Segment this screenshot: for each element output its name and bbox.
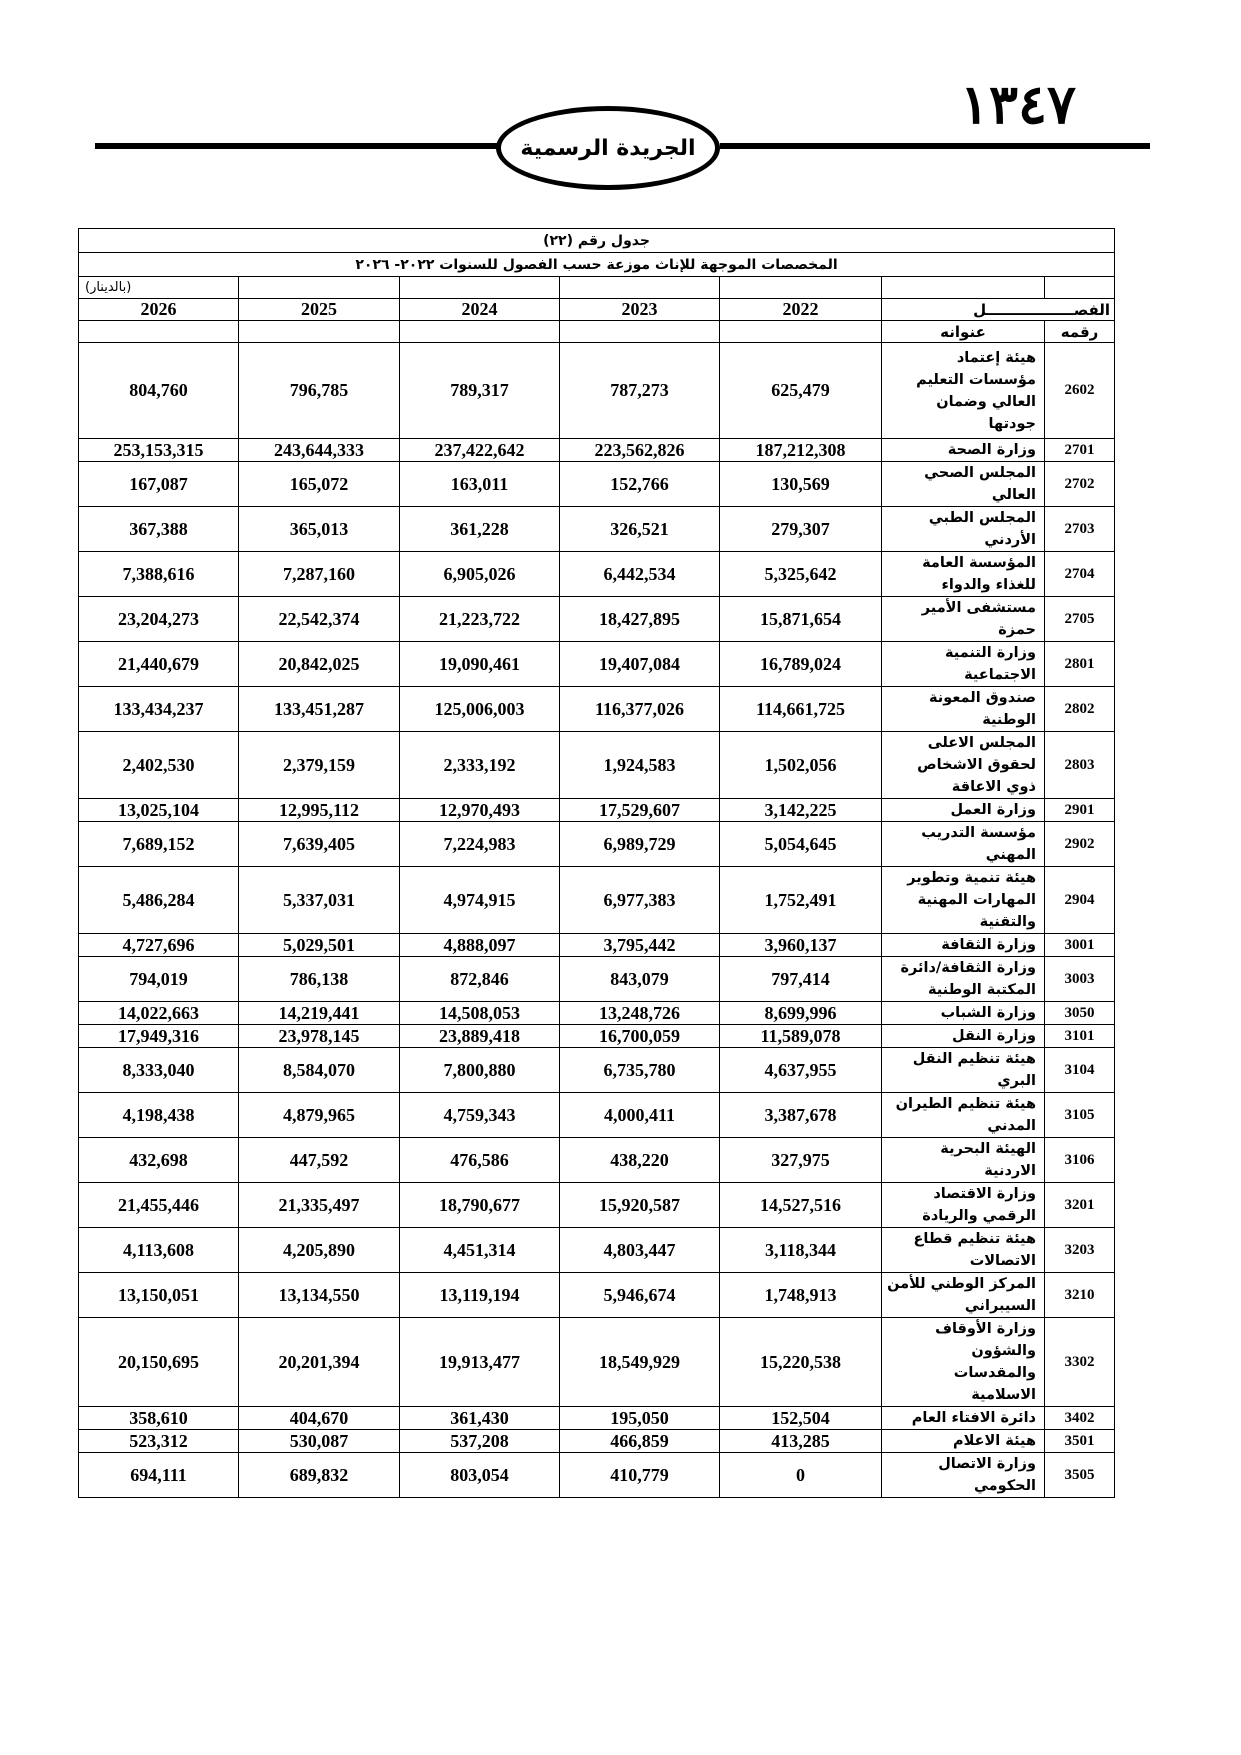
- value-2026: 694,111: [79, 1453, 239, 1498]
- value-2022: 15,220,538: [720, 1318, 882, 1407]
- chapter-code: 3106: [1045, 1138, 1115, 1183]
- value-2023: 15,920,587: [560, 1183, 720, 1228]
- value-2026: 523,312: [79, 1430, 239, 1453]
- value-2026: 5,486,284: [79, 867, 239, 934]
- value-2024: 4,974,915: [400, 867, 560, 934]
- chapter-name: هيئة تنمية وتطوير المهارات المهنية والتقنية: [882, 867, 1045, 934]
- value-2025: 243,644,333: [239, 439, 400, 462]
- table-row: [79, 867, 1115, 934]
- value-2024: 13,119,194: [400, 1273, 560, 1318]
- value-2026: 804,760: [79, 343, 239, 439]
- value-2024: 21,223,722: [400, 597, 560, 642]
- value-2023: 843,079: [560, 957, 720, 1002]
- value-2026: 13,025,104: [79, 799, 239, 822]
- value-2024: 476,586: [400, 1138, 560, 1183]
- chapter-name: وزارة الشباب: [882, 1002, 1045, 1025]
- chapter-name: دائرة الافتاء العام: [882, 1407, 1045, 1430]
- chapter-name: المركز الوطني للأمن السيبراني: [882, 1273, 1045, 1318]
- table-row: [79, 934, 1115, 957]
- value-2023: 787,273: [560, 343, 720, 439]
- value-2022: 3,960,137: [720, 934, 882, 957]
- year-header: 2024: [400, 299, 560, 321]
- value-2024: 872,846: [400, 957, 560, 1002]
- value-2022: 11,589,078: [720, 1025, 882, 1048]
- chapter-name: مستشفى الأمير حمزة: [882, 597, 1045, 642]
- value-2023: 6,735,780: [560, 1048, 720, 1093]
- value-2025: 133,451,287: [239, 687, 400, 732]
- value-2026: 432,698: [79, 1138, 239, 1183]
- value-2026: 13,150,051: [79, 1273, 239, 1318]
- value-2023: 410,779: [560, 1453, 720, 1498]
- value-2023: 326,521: [560, 507, 720, 552]
- chapter-name: هيئة تنظيم النقل البري: [882, 1048, 1045, 1093]
- value-2022: 3,387,678: [720, 1093, 882, 1138]
- value-2026: 4,198,438: [79, 1093, 239, 1138]
- publication-oval: [496, 106, 720, 190]
- title-header: عنوانه: [882, 321, 1045, 343]
- value-2022: 3,118,344: [720, 1228, 882, 1273]
- value-2023: 4,000,411: [560, 1093, 720, 1138]
- table-row: [79, 1228, 1115, 1273]
- value-2026: 17,949,316: [79, 1025, 239, 1048]
- chapter-code: 2803: [1045, 732, 1115, 799]
- chapter-name: المجلس الطبي الأردني: [882, 507, 1045, 552]
- value-2025: 8,584,070: [239, 1048, 400, 1093]
- chapter-code: 3104: [1045, 1048, 1115, 1093]
- value-2022: 625,479: [720, 343, 882, 439]
- table-row: [79, 687, 1115, 732]
- value-2025: 365,013: [239, 507, 400, 552]
- chapter-name: هيئة إعتماد مؤسسات التعليم العالي وضمان جودتها: [882, 343, 1045, 439]
- value-2026: 20,150,695: [79, 1318, 239, 1407]
- value-2023: 223,562,826: [560, 439, 720, 462]
- value-2024: 19,090,461: [400, 642, 560, 687]
- table-row: [79, 1273, 1115, 1318]
- value-2024: 361,430: [400, 1407, 560, 1430]
- value-2025: 4,205,890: [239, 1228, 400, 1273]
- value-2024: 7,800,880: [400, 1048, 560, 1093]
- value-2026: 358,610: [79, 1407, 239, 1430]
- value-2023: 3,795,442: [560, 934, 720, 957]
- table-row: [79, 439, 1115, 462]
- chapter-code: 3001: [1045, 934, 1115, 957]
- header-rule-left: [95, 143, 500, 149]
- value-2025: 13,134,550: [239, 1273, 400, 1318]
- chapter-code: 3203: [1045, 1228, 1115, 1273]
- value-2024: 4,451,314: [400, 1228, 560, 1273]
- chapter-code: 3505: [1045, 1453, 1115, 1498]
- value-2025: 7,287,160: [239, 552, 400, 597]
- chapter-code: 3050: [1045, 1002, 1115, 1025]
- value-2025: 4,879,965: [239, 1093, 400, 1138]
- table-row: [79, 1183, 1115, 1228]
- value-2022: 187,212,308: [720, 439, 882, 462]
- value-2022: 279,307: [720, 507, 882, 552]
- value-2026: 167,087: [79, 462, 239, 507]
- value-2024: 18,790,677: [400, 1183, 560, 1228]
- value-2022: 1,748,913: [720, 1273, 882, 1318]
- chapter-name: هيئة الاعلام: [882, 1430, 1045, 1453]
- year-header: 2023: [560, 299, 720, 321]
- chapter-name: وزارة الاتصال الحكومي: [882, 1453, 1045, 1498]
- year-header: 2022: [720, 299, 882, 321]
- value-2022: 3,142,225: [720, 799, 882, 822]
- number-header: رقمه: [1045, 321, 1115, 343]
- chapter-name: المجلس الصحي العالي: [882, 462, 1045, 507]
- table-row: [79, 1430, 1115, 1453]
- unit-label: (بالدينار): [79, 277, 239, 299]
- value-2023: 6,977,383: [560, 867, 720, 934]
- chapter-code: 3210: [1045, 1273, 1115, 1318]
- chapter-name: وزارة الثقافة/دائرة المكتبة الوطنية: [882, 957, 1045, 1002]
- value-2025: 23,978,145: [239, 1025, 400, 1048]
- chapter-name: الهيئة البحرية الاردنية: [882, 1138, 1045, 1183]
- chapter-name: هيئة تنظيم قطاع الاتصالات: [882, 1228, 1045, 1273]
- year-header: 2026: [79, 299, 239, 321]
- table-row: [79, 822, 1115, 867]
- value-2022: 4,637,955: [720, 1048, 882, 1093]
- value-2022: 5,325,642: [720, 552, 882, 597]
- chapter-name: هيئة تنظيم الطيران المدني: [882, 1093, 1045, 1138]
- chapter-name: وزارة النقل: [882, 1025, 1045, 1048]
- value-2026: 794,019: [79, 957, 239, 1002]
- value-2026: 253,153,315: [79, 439, 239, 462]
- chapter-code: 2701: [1045, 439, 1115, 462]
- value-2022: 114,661,725: [720, 687, 882, 732]
- value-2025: 7,639,405: [239, 822, 400, 867]
- value-2025: 12,995,112: [239, 799, 400, 822]
- chapter-name: وزارة الأوقاف والشؤون والمقدسات الاسلامية: [882, 1318, 1045, 1407]
- chapter-header: الفصـــــــــــــــــل: [882, 299, 1115, 321]
- value-2026: 14,022,663: [79, 1002, 239, 1025]
- value-2025: 22,542,374: [239, 597, 400, 642]
- value-2026: 133,434,237: [79, 687, 239, 732]
- value-2026: 7,689,152: [79, 822, 239, 867]
- value-2026: 4,113,608: [79, 1228, 239, 1273]
- chapter-name: وزارة العمل: [882, 799, 1045, 822]
- value-2025: 530,087: [239, 1430, 400, 1453]
- table-row: [79, 1025, 1115, 1048]
- value-2024: 19,913,477: [400, 1318, 560, 1407]
- value-2023: 195,050: [560, 1407, 720, 1430]
- value-2022: 327,975: [720, 1138, 882, 1183]
- page-number: ١٣٤٧: [960, 72, 1077, 136]
- table-row: [79, 552, 1115, 597]
- chapter-name: وزارة الاقتصاد الرقمي والريادة: [882, 1183, 1045, 1228]
- table-row: [79, 799, 1115, 822]
- chapter-code: 2904: [1045, 867, 1115, 934]
- value-2023: 5,946,674: [560, 1273, 720, 1318]
- table-row: [79, 597, 1115, 642]
- chapter-code: 2902: [1045, 822, 1115, 867]
- year-header: 2025: [239, 299, 400, 321]
- value-2024: 2,333,192: [400, 732, 560, 799]
- chapter-code: 2702: [1045, 462, 1115, 507]
- value-2025: 21,335,497: [239, 1183, 400, 1228]
- table-row: [79, 1407, 1115, 1430]
- table-row: [79, 462, 1115, 507]
- value-2026: 8,333,040: [79, 1048, 239, 1093]
- header-rule-right: [720, 143, 1150, 149]
- value-2026: 2,402,530: [79, 732, 239, 799]
- value-2023: 19,407,084: [560, 642, 720, 687]
- value-2024: 361,228: [400, 507, 560, 552]
- chapter-name: صندوق المعونة الوطنية: [882, 687, 1045, 732]
- value-2025: 165,072: [239, 462, 400, 507]
- table-title: المخصصات الموجهة للإناث موزعة حسب الفصول للسنوات ٢٠٢٢- ٢٠٢٦: [79, 253, 1115, 277]
- value-2026: 7,388,616: [79, 552, 239, 597]
- value-2025: 20,201,394: [239, 1318, 400, 1407]
- value-2024: 537,208: [400, 1430, 560, 1453]
- chapter-code: 2901: [1045, 799, 1115, 822]
- value-2024: 23,889,418: [400, 1025, 560, 1048]
- chapter-name: مؤسسة التدريب المهني: [882, 822, 1045, 867]
- chapter-code: 2705: [1045, 597, 1115, 642]
- chapter-code: 2602: [1045, 343, 1115, 439]
- value-2023: 17,529,607: [560, 799, 720, 822]
- value-2022: 1,502,056: [720, 732, 882, 799]
- value-2024: 803,054: [400, 1453, 560, 1498]
- table-row: [79, 1453, 1115, 1498]
- value-2023: 1,924,583: [560, 732, 720, 799]
- table-row: [79, 343, 1115, 439]
- chapter-name: وزارة الصحة: [882, 439, 1045, 462]
- value-2025: 786,138: [239, 957, 400, 1002]
- value-2023: 116,377,026: [560, 687, 720, 732]
- chapter-code: 3302: [1045, 1318, 1115, 1407]
- table-row: [79, 1002, 1115, 1025]
- value-2025: 5,337,031: [239, 867, 400, 934]
- value-2023: 6,989,729: [560, 822, 720, 867]
- table-row: [79, 732, 1115, 799]
- value-2023: 13,248,726: [560, 1002, 720, 1025]
- value-2025: 5,029,501: [239, 934, 400, 957]
- value-2025: 20,842,025: [239, 642, 400, 687]
- value-2024: 4,888,097: [400, 934, 560, 957]
- value-2022: 797,414: [720, 957, 882, 1002]
- value-2024: 12,970,493: [400, 799, 560, 822]
- value-2025: 447,592: [239, 1138, 400, 1183]
- value-2022: 1,752,491: [720, 867, 882, 934]
- value-2022: 152,504: [720, 1407, 882, 1430]
- value-2025: 14,219,441: [239, 1002, 400, 1025]
- value-2025: 2,379,159: [239, 732, 400, 799]
- chapter-code: 3003: [1045, 957, 1115, 1002]
- value-2022: 8,699,996: [720, 1002, 882, 1025]
- chapter-code: 2801: [1045, 642, 1115, 687]
- value-2023: 6,442,534: [560, 552, 720, 597]
- chapter-name: وزارة التنمية الاجتماعية: [882, 642, 1045, 687]
- table-row: [79, 642, 1115, 687]
- value-2022: 5,054,645: [720, 822, 882, 867]
- value-2025: 404,670: [239, 1407, 400, 1430]
- publication-title: الجريدة الرسمية: [520, 135, 696, 161]
- chapter-code: 2704: [1045, 552, 1115, 597]
- value-2022: 16,789,024: [720, 642, 882, 687]
- value-2022: 14,527,516: [720, 1183, 882, 1228]
- value-2024: 125,006,003: [400, 687, 560, 732]
- value-2022: 15,871,654: [720, 597, 882, 642]
- value-2023: 4,803,447: [560, 1228, 720, 1273]
- value-2022: 413,285: [720, 1430, 882, 1453]
- value-2023: 152,766: [560, 462, 720, 507]
- value-2023: 466,859: [560, 1430, 720, 1453]
- value-2026: 367,388: [79, 507, 239, 552]
- value-2022: 0: [720, 1453, 882, 1498]
- value-2024: 7,224,983: [400, 822, 560, 867]
- value-2024: 6,905,026: [400, 552, 560, 597]
- table-caption: جدول رقم (٢٢): [79, 229, 1115, 253]
- value-2024: 237,422,642: [400, 439, 560, 462]
- value-2023: 16,700,059: [560, 1025, 720, 1048]
- value-2026: 21,455,446: [79, 1183, 239, 1228]
- chapter-code: 3402: [1045, 1407, 1115, 1430]
- value-2023: 438,220: [560, 1138, 720, 1183]
- chapter-code: 3105: [1045, 1093, 1115, 1138]
- table-row: [79, 957, 1115, 1002]
- value-2025: 689,832: [239, 1453, 400, 1498]
- chapter-code: 3501: [1045, 1430, 1115, 1453]
- value-2024: 14,508,053: [400, 1002, 560, 1025]
- chapter-code: 3201: [1045, 1183, 1115, 1228]
- chapter-name: المجلس الاعلى لحقوق الاشخاص ذوي الاعاقة: [882, 732, 1045, 799]
- value-2026: 21,440,679: [79, 642, 239, 687]
- table-row: [79, 1318, 1115, 1407]
- table-row: [79, 507, 1115, 552]
- chapter-name: وزارة الثقافة: [882, 934, 1045, 957]
- value-2024: 4,759,343: [400, 1093, 560, 1138]
- value-2023: 18,427,895: [560, 597, 720, 642]
- value-2026: 23,204,273: [79, 597, 239, 642]
- value-2022: 130,569: [720, 462, 882, 507]
- table-row: [79, 1048, 1115, 1093]
- chapter-code: 3101: [1045, 1025, 1115, 1048]
- value-2025: 796,785: [239, 343, 400, 439]
- value-2026: 4,727,696: [79, 934, 239, 957]
- table-row: [79, 1093, 1115, 1138]
- chapter-name: المؤسسة العامة للغذاء والدواء: [882, 552, 1045, 597]
- value-2023: 18,549,929: [560, 1318, 720, 1407]
- value-2024: 789,317: [400, 343, 560, 439]
- allocations-table: [78, 228, 1115, 1498]
- table-row: [79, 1138, 1115, 1183]
- chapter-code: 2703: [1045, 507, 1115, 552]
- value-2024: 163,011: [400, 462, 560, 507]
- chapter-code: 2802: [1045, 687, 1115, 732]
